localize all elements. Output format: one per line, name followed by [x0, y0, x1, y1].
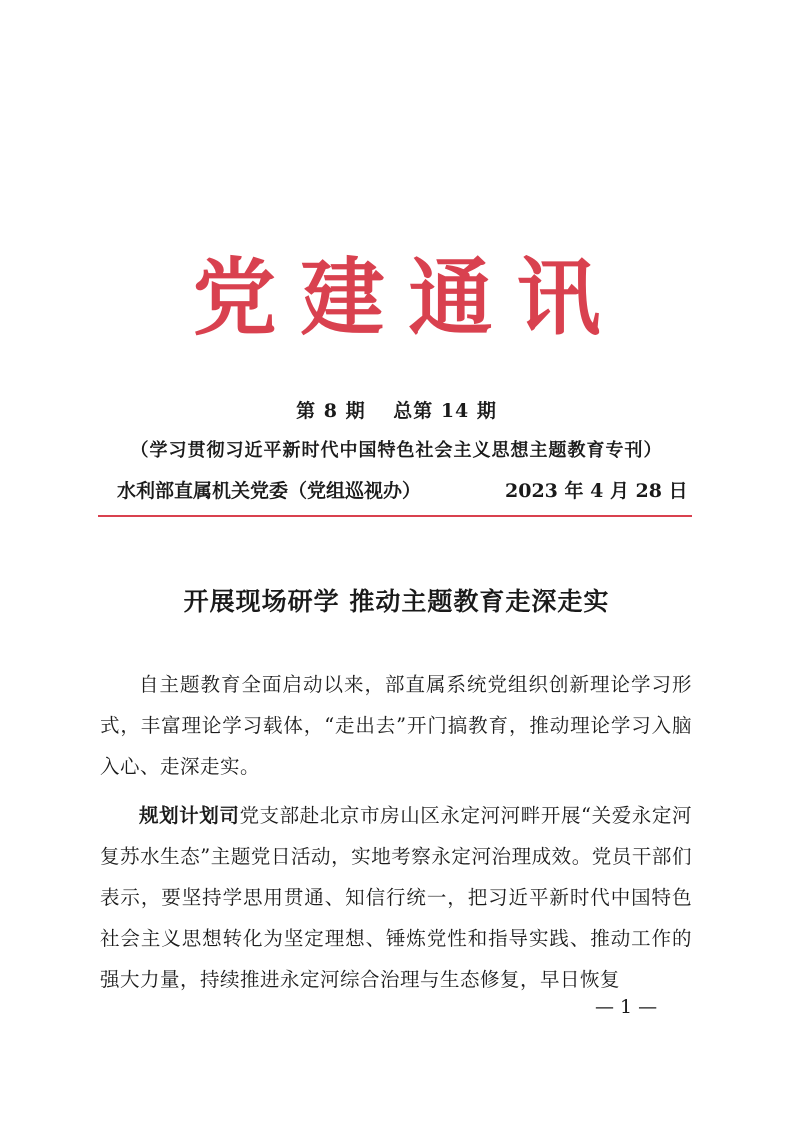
header-divider: [98, 515, 692, 517]
publication-date: 2023 年 4 月 28 日: [505, 480, 688, 502]
article-body: [100, 664, 692, 1008]
publisher: 水利部直属机关党委（党组巡视办）: [117, 480, 422, 502]
page-number: — 1 —: [595, 996, 658, 1018]
issue-line: [0, 396, 793, 423]
paragraph-1: 自主题教育全面启动以来，部直属系统党组织创新理论学习形式，丰富理论学习载体，“走出去”开门搞教育，推动理论学习入脑入心、走深走实。: [100, 673, 692, 778]
paragraph-2: [100, 795, 692, 1000]
article-headline: 开展现场研学 推动主题教育走深走实: [183, 587, 610, 616]
masthead-title: 党建通讯: [192, 249, 625, 347]
paragraph-2-lead: 规划计划司: [139, 804, 240, 827]
issue-number: 第 8 期: [296, 400, 366, 422]
special-issue-subtitle: （学习贯彻习近平新时代中国特色社会主义思想主题教育专刊）: [130, 440, 663, 461]
issue-total: 总第 14 期: [393, 400, 497, 422]
paragraph-2-text: 党支部赴北京市房山区永定河河畔开展“关爱永定河 复苏水生态”主题党日活动，实地考察永定河治理成效。党员干部们表示，要坚持学思用贯通、知信行统一，把习近平新时代中国特色社会主义思想转化为坚定理想、锤炼党性和指导实践、推动工作的强大力量，持续推进永定河综合治理与生态修复，早日恢复: [100, 804, 692, 991]
